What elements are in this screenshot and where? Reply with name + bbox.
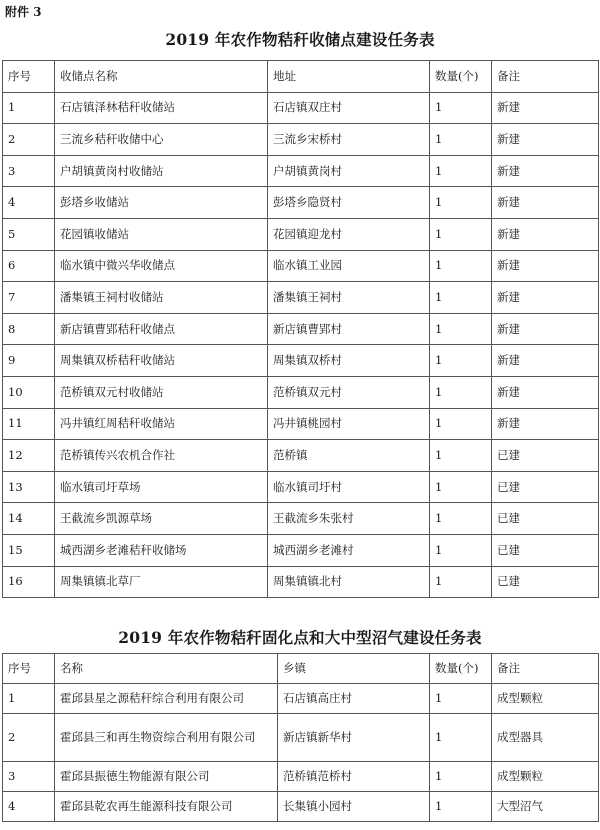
cell-name: 霍邱县星之源秸秆综合利用有限公司 [55, 684, 278, 714]
cell-count: 1 [430, 408, 492, 440]
cell-address: 范桥镇范桥村 [278, 762, 430, 792]
cell-seq: 12 [3, 440, 55, 472]
cell-address: 潘集镇王祠村 [268, 282, 430, 314]
cell-name: 王截流乡凯源草场 [55, 503, 268, 535]
cell-count: 1 [430, 440, 492, 472]
table-row [3, 345, 599, 377]
cell-name: 新店镇曹郢秸秆收储点 [55, 313, 268, 345]
column-header-seq: 序号 [3, 654, 55, 684]
cell-remark: 新建 [492, 187, 599, 219]
cell-count: 1 [430, 250, 492, 282]
cell-remark: 已建 [492, 503, 599, 535]
cell-remark: 成型颗粒 [492, 762, 599, 792]
table-row [3, 408, 599, 440]
attachment-label: 附件 3 [5, 5, 42, 19]
cell-remark: 成型器具 [492, 714, 599, 762]
column-header-count: 数量(个) [430, 654, 492, 684]
table-header-row [3, 654, 599, 684]
cell-remark: 新建 [492, 92, 599, 124]
cell-count: 1 [430, 503, 492, 535]
column-header-remark: 备注 [492, 654, 599, 684]
cell-address: 花园镇迎龙村 [268, 218, 430, 250]
cell-name: 户胡镇黄岗村收储站 [55, 155, 268, 187]
cell-seq: 3 [3, 762, 55, 792]
table-row [3, 471, 599, 503]
cell-count: 1 [430, 124, 492, 156]
cell-address: 临水镇工业园 [268, 250, 430, 282]
column-header-address: 乡镇 [278, 654, 430, 684]
cell-remark: 新建 [492, 155, 599, 187]
table-row [3, 155, 599, 187]
cell-name: 周集镇镇北草厂 [55, 566, 268, 598]
cell-address: 临水镇司圩村 [268, 471, 430, 503]
table-row [3, 534, 599, 566]
cell-count: 1 [430, 792, 492, 822]
cell-remark: 新建 [492, 313, 599, 345]
cell-address: 范桥镇双元村 [268, 376, 430, 408]
cell-count: 1 [430, 471, 492, 503]
cell-count: 1 [430, 566, 492, 598]
cell-address: 户胡镇黄岗村 [268, 155, 430, 187]
cell-seq: 11 [3, 408, 55, 440]
table2-title: 2019 年农作物秸秆固化点和大中型沼气建设任务表 [118, 628, 482, 647]
cell-count: 1 [430, 762, 492, 792]
cell-address: 城西湖乡老滩村 [268, 534, 430, 566]
cell-name: 临水镇司圩草场 [55, 471, 268, 503]
cell-seq: 6 [3, 250, 55, 282]
cell-name: 三流乡秸秆收储中心 [55, 124, 268, 156]
table-row [3, 124, 599, 156]
cell-name: 霍邱县乾农再生能源科技有限公司 [55, 792, 278, 822]
cell-remark: 已建 [492, 471, 599, 503]
table-row [3, 762, 599, 792]
cell-remark: 已建 [492, 440, 599, 472]
cell-remark: 新建 [492, 250, 599, 282]
table-row [3, 282, 599, 314]
cell-address: 彭塔乡隐贤村 [268, 187, 430, 219]
cell-name: 城西湖乡老滩秸秆收储场 [55, 534, 268, 566]
column-header-count: 数量(个) [430, 61, 492, 93]
cell-count: 1 [430, 534, 492, 566]
table-row [3, 218, 599, 250]
cell-address: 冯井镇桃园村 [268, 408, 430, 440]
cell-count: 1 [430, 218, 492, 250]
cell-seq: 16 [3, 566, 55, 598]
table-header-row [3, 61, 599, 93]
table-row [3, 566, 599, 598]
cell-seq: 5 [3, 218, 55, 250]
cell-seq: 15 [3, 534, 55, 566]
cell-seq: 2 [3, 714, 55, 762]
cell-remark: 大型沼气 [492, 792, 599, 822]
cell-remark: 新建 [492, 408, 599, 440]
cell-count: 1 [430, 187, 492, 219]
table-row [3, 503, 599, 535]
cell-count: 1 [430, 376, 492, 408]
cell-seq: 2 [3, 124, 55, 156]
cell-remark: 新建 [492, 282, 599, 314]
table-row [3, 187, 599, 219]
cell-remark: 新建 [492, 345, 599, 377]
table-row [3, 714, 599, 762]
cell-seq: 10 [3, 376, 55, 408]
cell-count: 1 [430, 313, 492, 345]
table-row [3, 250, 599, 282]
cell-seq: 4 [3, 187, 55, 219]
cell-address: 新店镇新华村 [278, 714, 430, 762]
table-row [3, 313, 599, 345]
cell-seq: 14 [3, 503, 55, 535]
cell-address: 王截流乡朱张村 [268, 503, 430, 535]
cell-count: 1 [430, 92, 492, 124]
cell-count: 1 [430, 345, 492, 377]
cell-count: 1 [430, 714, 492, 762]
cell-name: 范桥镇双元村收储站 [55, 376, 268, 408]
cell-seq: 7 [3, 282, 55, 314]
cell-address: 三流乡宋桥村 [268, 124, 430, 156]
straw-storage-table [2, 60, 599, 598]
cell-seq: 9 [3, 345, 55, 377]
cell-address: 周集镇双桥村 [268, 345, 430, 377]
column-header-name: 收储点名称 [55, 61, 268, 93]
cell-seq: 4 [3, 792, 55, 822]
cell-seq: 1 [3, 684, 55, 714]
cell-name: 花园镇收储站 [55, 218, 268, 250]
straw-fixation-biogas-table [2, 653, 599, 822]
cell-address: 长集镇小园村 [278, 792, 430, 822]
cell-address: 范桥镇 [268, 440, 430, 472]
table-row [3, 92, 599, 124]
cell-name: 冯井镇红周秸秆收储站 [55, 408, 268, 440]
cell-seq: 13 [3, 471, 55, 503]
cell-address: 石店镇双庄村 [268, 92, 430, 124]
cell-remark: 新建 [492, 218, 599, 250]
cell-remark: 已建 [492, 566, 599, 598]
table-row [3, 440, 599, 472]
cell-count: 1 [430, 282, 492, 314]
cell-remark: 新建 [492, 124, 599, 156]
cell-seq: 3 [3, 155, 55, 187]
cell-count: 1 [430, 684, 492, 714]
cell-address: 石店镇高庄村 [278, 684, 430, 714]
cell-address: 新店镇曹郢村 [268, 313, 430, 345]
cell-seq: 1 [3, 92, 55, 124]
column-header-remark: 备注 [492, 61, 599, 93]
cell-name: 霍邱县振德生物能源有限公司 [55, 762, 278, 792]
column-header-name: 名称 [55, 654, 278, 684]
cell-address: 周集镇镇北村 [268, 566, 430, 598]
cell-remark: 新建 [492, 376, 599, 408]
cell-name: 周集镇双桥秸秆收储站 [55, 345, 268, 377]
table-row [3, 684, 599, 714]
cell-name: 石店镇泽林秸秆收储站 [55, 92, 268, 124]
cell-seq: 8 [3, 313, 55, 345]
table1-title: 2019 年农作物秸秆收储点建设任务表 [165, 30, 435, 49]
table-row [3, 792, 599, 822]
cell-name: 霍邱县三和再生物资综合利用有限公司 [55, 714, 278, 762]
cell-name: 范桥镇传兴农机合作社 [55, 440, 268, 472]
cell-remark: 已建 [492, 534, 599, 566]
cell-name: 临水镇中微兴华收储点 [55, 250, 268, 282]
column-header-seq: 序号 [3, 61, 55, 93]
cell-name: 彭塔乡收储站 [55, 187, 268, 219]
column-header-address: 地址 [268, 61, 430, 93]
cell-remark: 成型颗粒 [492, 684, 599, 714]
cell-count: 1 [430, 155, 492, 187]
cell-name: 潘集镇王祠村收储站 [55, 282, 268, 314]
table-row [3, 376, 599, 408]
